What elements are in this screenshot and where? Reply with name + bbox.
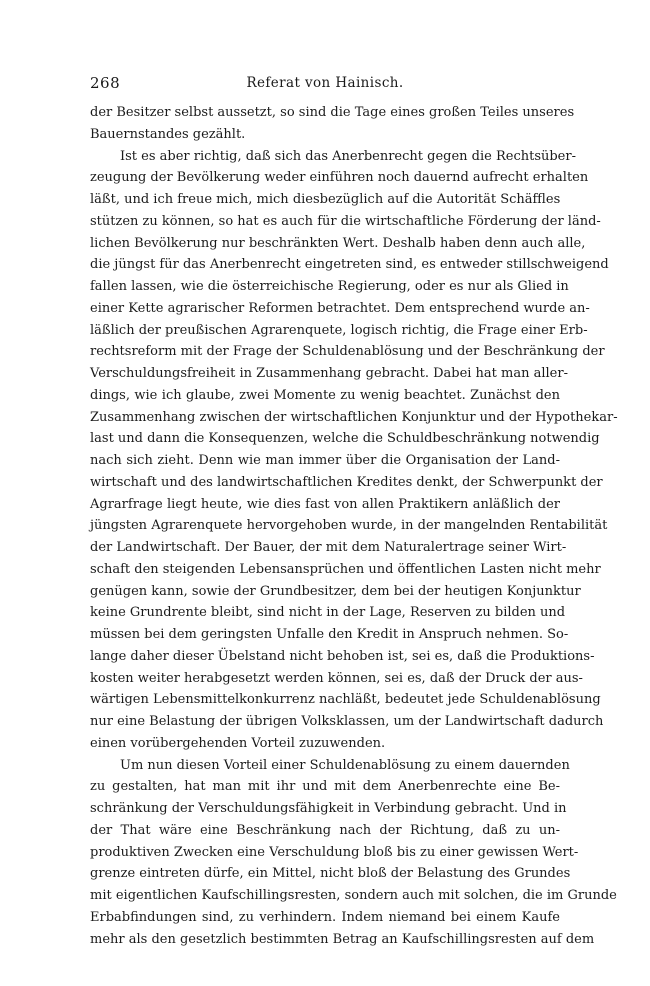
text-line: grenze eintreten dürfe, ein Mittel, nicht bloß der Belastung des Grundes: [90, 866, 571, 882]
text-line: mehr als den gesetzlich bestimmten Betrag an Kaufschillingsresten auf dem: [90, 931, 595, 947]
text-line: keine Grundrente bleibt, sind nicht in der Lage, Reserven zu bilden und: [90, 605, 566, 621]
text-line: Zusammenhang zwischen der wirtschaftlichen Konjunktur und der Hypothekar-: [90, 409, 618, 425]
text-line: lange daher dieser Übelstand nicht behoben ist, sei es, daß die Produktions-: [90, 648, 595, 664]
text-line: der That wäre eine Beschränkung nach der Richtung, daß zu un-: [90, 822, 560, 838]
text-line: Ist es aber richtig, daß sich das Anerbenrecht gegen die Rechtsüber-: [120, 148, 576, 164]
text-line: nach sich zieht. Denn wie man immer über die Organisation der Land-: [90, 453, 560, 468]
text-line: einer Kette agrarischer Reformen betrachtet. Dem entsprechend wurde an-: [90, 300, 590, 316]
paragraph: [90, 146, 618, 755]
paragraph: [90, 102, 575, 146]
text-line: stützen zu können, so hat es auch für die wirtschaftliche Förderung der länd-: [90, 213, 601, 229]
text-line: der Landwirtschaft. Der Bauer, der mit dem Naturalertrage seiner Wirt-: [90, 540, 567, 555]
text-line: einen vorübergehenden Vorteil zuzuwenden.: [90, 735, 386, 751]
text-line: rechtsreform mit der Frage der Schuldenablösung und der Beschränkung der: [90, 344, 605, 360]
paragraph: [90, 755, 617, 951]
text-line: schaft den steigenden Lebensansprüchen und öffentlichen Lasten nicht mehr: [90, 561, 601, 577]
body-text: [90, 102, 618, 950]
page-header: [90, 74, 560, 96]
text-line: dings, wie ich glaube, zwei Momente zu wenig beachtet. Zunächst den: [90, 387, 560, 403]
text-line: schränkung der Verschuldungsfähigkeit in Verbindung gebracht. Und in: [90, 801, 567, 816]
text-line: die jüngst für das Anerbenrecht eingetreten sind, es entweder stillschweigend: [90, 257, 609, 273]
text-line: wärtigen Lebensmittelkonkurrenz nachläßt, bedeutet jede Schuldenablösung: [90, 692, 601, 708]
text-line: müssen bei dem geringsten Unfalle den Kredit in Anspruch nehmen. So-: [90, 627, 569, 642]
page-number: 268: [90, 74, 121, 92]
text-line: last und dann die Konsequenzen, welche die Schuldbeschränkung notwendig: [90, 431, 600, 447]
text-line: zeugung der Bevölkerung weder einführen noch dauernd aufrecht erhalten: [90, 170, 589, 186]
text-line: läßlich der preußischen Agrarenquete, logisch richtig, die Frage einer Erb-: [90, 322, 588, 338]
text-line: nur eine Belastung der übrigen Volksklassen, um der Landwirtschaft dadurch: [90, 714, 604, 729]
running-title: Referat von Hainisch.: [246, 75, 404, 91]
text-line: läßt, und ich freue mich, mich diesbezüglich auf die Autorität Schäffles: [90, 192, 561, 207]
text-line: Erbabfindungen sind, zu verhindern. Indem niemand bei einem Kaufe: [90, 909, 560, 925]
text-line: Um nun diesen Vorteil einer Schuldenablösung zu einem dauernden: [120, 757, 570, 773]
text-line: Bauernstandes gezählt.: [90, 126, 246, 142]
text-line: produktiven Zwecken eine Verschuldung bloß bis zu einer gewissen Wert-: [90, 844, 579, 860]
text-line: der Besitzer selbst aussetzt, so sind die Tage eines großen Teiles unseres: [90, 105, 575, 120]
text-line: kosten weiter herabgesetzt werden können, sei es, daß der Druck der aus-: [90, 670, 583, 686]
text-line: Agrarfrage liegt heute, wie dies fast von allen Praktikern anläßlich der: [90, 496, 560, 512]
text-line: mit eigentlichen Kaufschillingsresten, sondern auch mit solchen, die im Grunde: [90, 888, 617, 903]
text-line: jüngsten Agrarenquete hervorgehoben wurde, in der mangelnden Rentabilität: [90, 518, 608, 534]
text-line: lichen Bevölkerung nur beschränkten Wert. Deshalb haben denn auch alle,: [90, 235, 586, 251]
text-line: zu gestalten, hat man mit ihr und mit dem Anerbenrechte eine Be-: [90, 779, 560, 795]
text-line: genügen kann, sowie der Grundbesitzer, dem bei der heutigen Konjunktur: [90, 583, 581, 599]
text-line: Verschuldungsfreiheit in Zusammenhang gebracht. Dabei hat man aller-: [90, 366, 568, 381]
text-line: wirtschaft und des landwirtschaftlichen Kredites denkt, der Schwerpunkt der: [90, 474, 603, 490]
text-line: fallen lassen, wie die österreichische Regierung, oder es nur als Glied in: [90, 279, 569, 294]
